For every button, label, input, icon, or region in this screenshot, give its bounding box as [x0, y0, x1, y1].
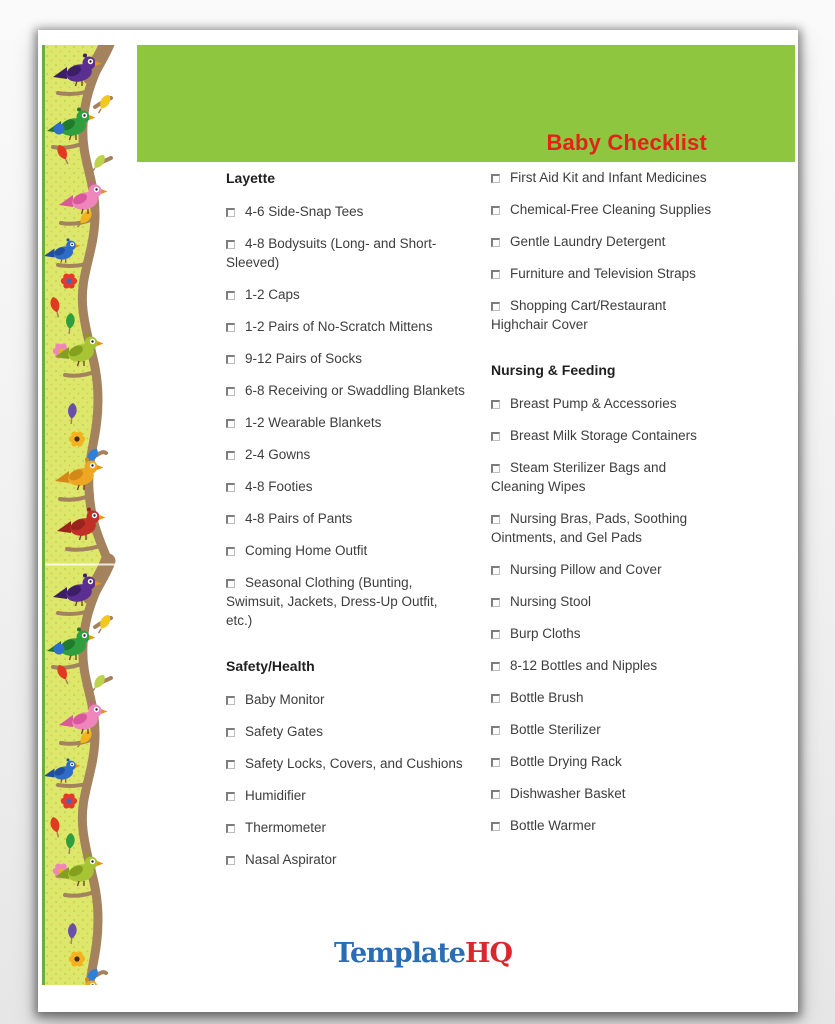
checklist-item	[491, 752, 718, 771]
checklist-item	[491, 509, 718, 547]
checkbox[interactable]	[226, 760, 235, 769]
checklist-item-label: 2-4 Gowns	[245, 447, 311, 462]
checklist-item-label: Steam Sterilizer Bags and Cleaning Wipes	[491, 460, 667, 494]
checkbox[interactable]	[226, 696, 235, 705]
templatehq-logo	[323, 938, 523, 969]
checklist-item	[491, 296, 718, 334]
checklist-item-label: 8-12 Bottles and Nipples	[510, 658, 658, 673]
checklist-item-label: Coming Home Outfit	[245, 543, 368, 558]
checkbox[interactable]	[226, 291, 235, 300]
checkbox[interactable]	[491, 238, 500, 247]
checklist-item-label: Breast Milk Storage Containers	[510, 428, 697, 443]
checkbox[interactable]	[491, 400, 500, 409]
checkbox[interactable]	[226, 792, 235, 801]
document-page	[38, 30, 798, 1012]
checklist-item	[226, 349, 465, 368]
checklist-item	[491, 168, 718, 187]
header-banner	[137, 45, 795, 162]
checklist-item	[226, 445, 465, 464]
checklist-item	[491, 394, 718, 413]
checklist-item	[491, 200, 718, 219]
checklist-section	[226, 656, 465, 869]
checklist-item-label: Thermometer	[245, 820, 327, 835]
checklist-item-label: Bottle Warmer	[510, 818, 596, 833]
checklist-item-label: Furniture and Television Straps	[510, 266, 696, 281]
checklist-item-label: Chemical-Free Cleaning Supplies	[510, 202, 712, 217]
checklist-item-label: Burp Cloths	[510, 626, 581, 641]
checklist-item	[226, 317, 465, 336]
checkbox[interactable]	[226, 856, 235, 865]
checkbox[interactable]	[226, 515, 235, 524]
checklist-item	[226, 285, 465, 304]
checklist-item-label: Bottle Sterilizer	[510, 722, 601, 737]
checkbox[interactable]	[491, 630, 500, 639]
checklist-item	[226, 381, 465, 400]
checklist-item	[491, 560, 718, 579]
checkbox[interactable]	[491, 174, 500, 183]
checklist-item-label: Humidifier	[245, 788, 306, 803]
checkbox[interactable]	[226, 323, 235, 332]
checkbox[interactable]	[226, 483, 235, 492]
checklist-item	[491, 264, 718, 283]
checkbox[interactable]	[491, 515, 500, 524]
checklist-item-label: 6-8 Receiving or Swaddling Blankets	[245, 383, 465, 398]
checklist-item-label: Safety Gates	[245, 724, 324, 739]
section-heading: Nursing & Feeding	[491, 362, 616, 378]
section-heading: Layette	[226, 170, 276, 186]
checklist-column-right	[491, 168, 718, 882]
logo-text-hq: HQ	[465, 938, 513, 969]
checklist-item-label: Bottle Drying Rack	[510, 754, 622, 769]
checklist-item	[491, 232, 718, 251]
checkbox[interactable]	[226, 547, 235, 556]
checklist-item-label: Nursing Pillow and Cover	[510, 562, 662, 577]
page-title: Baby Checklist	[546, 130, 707, 155]
checkbox[interactable]	[491, 758, 500, 767]
checklist-item	[491, 592, 718, 611]
checklist-item-label: 4-6 Side-Snap Tees	[245, 204, 364, 219]
logo-text-template: Template	[333, 938, 465, 969]
checklist-item	[226, 690, 465, 709]
checkbox[interactable]	[226, 451, 235, 460]
checklist-item	[491, 816, 718, 835]
checklist-item	[226, 573, 465, 630]
checklist-item-label: Dishwasher Basket	[510, 786, 626, 801]
checklist-content	[226, 168, 718, 882]
checklist-item-label: Baby Monitor	[245, 692, 325, 707]
checkbox[interactable]	[226, 579, 235, 588]
checkbox[interactable]	[226, 824, 235, 833]
checklist-item-label: 1-2 Pairs of No-Scratch Mittens	[245, 319, 433, 334]
checkbox[interactable]	[491, 302, 500, 311]
checklist-item	[491, 720, 718, 739]
checklist-item-label: 4-8 Bodysuits (Long- and Short-Sleeved)	[226, 236, 437, 270]
checklist-section	[491, 168, 718, 334]
checkbox[interactable]	[491, 662, 500, 671]
bird-branch-illustration	[42, 45, 138, 985]
checklist-item	[491, 426, 718, 445]
checkbox[interactable]	[226, 419, 235, 428]
checklist-item	[226, 477, 465, 496]
checklist-item	[491, 458, 718, 496]
checkbox[interactable]	[491, 270, 500, 279]
checklist-item-label: Safety Locks, Covers, and Cushions	[245, 756, 463, 771]
checklist-item-label: Gentle Laundry Detergent	[510, 234, 666, 249]
checklist-item-label: 4-8 Footies	[245, 479, 313, 494]
checklist-item	[491, 688, 718, 707]
checklist-section	[226, 168, 465, 630]
checklist-item	[226, 754, 465, 773]
checklist-section	[491, 360, 718, 835]
checklist-item	[226, 818, 465, 837]
checkbox[interactable]	[491, 726, 500, 735]
checklist-item-label: 9-12 Pairs of Socks	[245, 351, 363, 366]
checklist-item-label: 1-2 Caps	[245, 287, 300, 302]
checklist-item-label: Nursing Bras, Pads, Soothing Ointments, and Gel Pads	[491, 511, 688, 545]
checklist-item-label: Nursing Stool	[510, 594, 592, 609]
checkbox[interactable]	[226, 240, 235, 249]
checklist-item	[226, 850, 465, 869]
checklist-item-label: 4-8 Pairs of Pants	[245, 511, 353, 526]
checkbox[interactable]	[226, 728, 235, 737]
checklist-item	[226, 413, 465, 432]
checklist-item-label: 1-2 Wearable Blankets	[245, 415, 382, 430]
checklist-item	[226, 541, 465, 560]
checkbox[interactable]	[491, 464, 500, 473]
checklist-column-left	[226, 168, 465, 882]
section-heading: Safety/Health	[226, 658, 315, 674]
checkbox[interactable]	[226, 208, 235, 217]
checklist-item-label: Seasonal Clothing (Bunting, Swimsuit, Jackets, Dress-Up Outfit, etc.)	[226, 575, 438, 628]
checklist-item	[491, 656, 718, 675]
checkbox[interactable]	[491, 694, 500, 703]
checklist-item	[226, 722, 465, 741]
checklist-item	[491, 784, 718, 803]
checklist-item-label: Nasal Aspirator	[245, 852, 337, 867]
checklist-item	[491, 624, 718, 643]
checklist-item-label: Breast Pump & Accessories	[510, 396, 677, 411]
checkbox[interactable]	[491, 566, 500, 575]
checkbox[interactable]	[491, 822, 500, 831]
checklist-item-label: Shopping Cart/Restaurant Highchair Cover	[491, 298, 667, 332]
checkbox[interactable]	[226, 387, 235, 396]
checklist-item-label: Bottle Brush	[510, 690, 584, 705]
checklist-item	[226, 234, 465, 272]
checklist-item	[226, 509, 465, 528]
checklist-item	[226, 202, 465, 221]
checkbox[interactable]	[491, 206, 500, 215]
checkbox[interactable]	[491, 790, 500, 799]
checkbox[interactable]	[226, 355, 235, 364]
checkbox[interactable]	[491, 432, 500, 441]
checklist-item	[226, 786, 465, 805]
checkbox[interactable]	[491, 598, 500, 607]
checklist-item-label: First Aid Kit and Infant Medicines	[510, 170, 707, 185]
